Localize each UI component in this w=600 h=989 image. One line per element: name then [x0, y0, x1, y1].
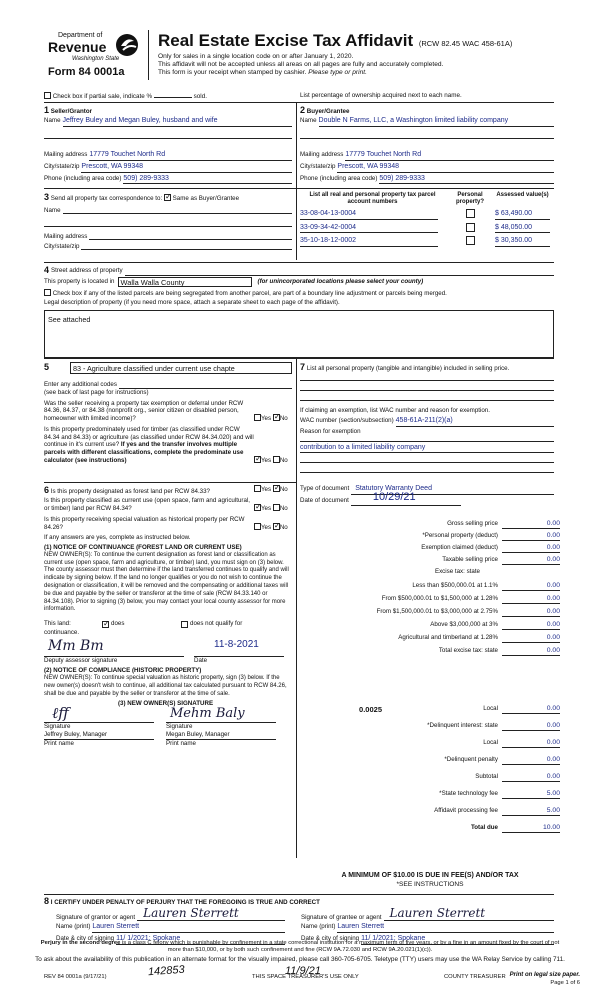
doc-date-label: Date of document — [300, 497, 349, 504]
tax-row — [300, 582, 560, 591]
owner1-print-field[interactable]: Jeffrey Buley, Manager — [44, 731, 154, 740]
parcel-number-field[interactable]: 33-09-34-42-0004 — [300, 224, 438, 234]
property-section — [44, 265, 554, 358]
tax-row-label: Local — [483, 739, 498, 746]
page-number: Page 1 of 6 — [550, 980, 580, 986]
alt-format-notice: To ask about the availability of this publication in an alternate format for the visually impaired, please call 360-705-6705. Teletype (TTY) users may use the WA Relay Service by calling 711. — [35, 956, 565, 963]
tax-row — [300, 595, 560, 604]
deputy-date-field[interactable]: 11-8-2021 — [194, 639, 284, 657]
buyer-mailing-label: Mailing address — [300, 151, 344, 158]
tax-row-value[interactable]: 10.00 — [502, 824, 560, 833]
grantee-name-label: Name (print) — [301, 923, 336, 931]
exempt-no-checkbox[interactable] — [273, 414, 280, 421]
timber-question: Is this property predominately used for timber (as classified under RCW 84.34 and 84.33) or agriculture (as classified under RCW 84.34.020) and will continue in it's current use? — [44, 425, 254, 449]
tax-row-value[interactable]: 0.00 — [502, 544, 560, 553]
local-tax-label: Local — [483, 705, 498, 712]
tax-row-value[interactable]: 0.00 — [502, 520, 560, 529]
tax-row — [300, 532, 560, 541]
forest-yes-label: Yes — [261, 486, 272, 493]
tax-row-label: Total excise tax: state — [438, 647, 498, 654]
historic-no-label: No — [279, 523, 288, 531]
grantee-name-field[interactable]: Lauren Sterrett — [337, 923, 554, 933]
grantor-date-label: Date & city of signing — [56, 935, 115, 942]
assessed-value-field[interactable]: $ 48,050.00 — [495, 224, 550, 234]
land-use-section — [44, 362, 292, 465]
owner2-print-field[interactable]: Megan Buley, Manager — [166, 731, 276, 740]
tax-row-value[interactable]: 5.00 — [502, 807, 560, 816]
continuance-label: continuance. — [44, 628, 80, 636]
segregated-checkbox[interactable] — [44, 289, 51, 296]
seller-phone-label: Phone (including area code) — [44, 174, 122, 182]
correspondence-section — [44, 192, 292, 251]
this-land-label: This land: — [44, 620, 71, 628]
buyer-phone-field[interactable]: 509) 289-9333 — [379, 175, 554, 185]
partial-sale-sold: sold. — [193, 93, 207, 100]
exempt-no-label: No — [279, 415, 288, 422]
seller-section-title: Seller/Grantor — [50, 108, 93, 115]
exemption-claim-label: If claiming an exemption, list WAC number and reason for exemption. — [300, 407, 490, 415]
tax-row-label: Gross selling price — [447, 520, 498, 527]
timber-no-checkbox[interactable] — [273, 456, 280, 463]
buyer-section-number: 2 — [300, 105, 306, 115]
tax-row — [300, 520, 560, 529]
seller-mailing-label: Mailing address — [44, 151, 88, 158]
form-title — [158, 30, 578, 51]
timber-yes-checkbox[interactable] — [254, 456, 261, 463]
parcel-row — [300, 223, 554, 234]
assessed-value-field[interactable]: $ 63,490.00 — [495, 210, 550, 220]
deputy-signature-field[interactable] — [44, 639, 184, 657]
tax-row-label: *Personal property (deduct) — [422, 532, 498, 539]
grantor-signature-image: Lauren Sterrett — [143, 906, 239, 921]
correspondence-city-label: City/state/zip — [44, 242, 80, 250]
tax-row — [300, 807, 560, 816]
tax-row-value[interactable]: 0.00 — [502, 621, 560, 630]
county-treasurer: COUNTY TREASURER — [444, 974, 506, 980]
reason-field[interactable]: contribution to a limited liability company — [300, 444, 554, 454]
header-line1: Only for sales in a single location code on or after January 1, 2020. — [158, 53, 354, 60]
grantor-name-label: Name (print) — [56, 923, 91, 931]
owner1-signature-image: ℓff — [52, 703, 69, 722]
historic-no-checkbox[interactable] — [273, 523, 280, 530]
header-line2: This affidavit will not be accepted unless all areas on all pages are fully and accurately completed. — [158, 61, 444, 69]
owner1-signature-label: Signature — [44, 723, 71, 731]
partial-sale-checkbox[interactable] — [44, 92, 51, 99]
legal-size-note — [470, 972, 580, 980]
exempt-yes-checkbox[interactable] — [254, 414, 261, 421]
tax-row-label: Above $3,000,000 at 3% — [430, 621, 498, 628]
forest-land-section — [44, 485, 292, 748]
owner2-signature-field[interactable] — [166, 706, 276, 723]
deputy-signature-label: Deputy assessor signature — [44, 656, 118, 664]
tax-row-label: Exemption claimed (deduct) — [421, 544, 498, 551]
dept-line1: Department of — [58, 32, 103, 39]
local-tax-value[interactable]: 0.00 — [502, 705, 560, 714]
tax-row-label: *Delinquent interest: state — [427, 722, 498, 729]
tax-row — [300, 790, 560, 799]
perjury-text: is a class C felony which is punishable by confinement in a state correctional institution for a maximum term of five years, or by a fine in an amount fixed by the court of not more than $10,000, or by both such confinement and fine (RCW 9A.72.030 and RCW 9A.20.021(1)(c)). — [121, 940, 560, 953]
grantee-signature-label: Signature of grantee or agent — [301, 913, 382, 921]
timber-no-label: No — [279, 456, 288, 464]
grantor-name-field[interactable]: Lauren Sterrett — [92, 923, 285, 933]
parcels-rows — [300, 209, 554, 247]
additional-codes-note: (see back of last page for instructions) — [44, 388, 149, 396]
tax-row-value[interactable]: 0.00 — [502, 582, 560, 591]
treasurer-use-only: THIS SPACE TREASURER'S USE ONLY — [252, 974, 359, 980]
owner1-print-label: Print name — [44, 739, 74, 747]
perjury-notice — [34, 940, 566, 954]
street-address-field[interactable] — [125, 265, 554, 276]
tax-row-value[interactable]: 0.00 — [502, 756, 560, 765]
correspondence-name-label: Name — [44, 207, 61, 215]
correspondence-mailing-field[interactable] — [89, 233, 292, 240]
certification-section — [44, 896, 554, 945]
timber-yes-label: Yes — [261, 456, 272, 464]
seller-phone-field[interactable]: 509) 289-9333 — [123, 175, 292, 185]
tax-row-label: From $500,000.01 to $1,500,000 at 1.28% — [381, 595, 498, 602]
tax-row — [300, 756, 560, 765]
tax-row — [300, 621, 560, 630]
state-name: Washington State — [72, 56, 120, 62]
form-number: Form 84 0001a — [48, 66, 125, 78]
grantee-date-label: Date & city of signing — [301, 935, 360, 942]
tax-row-value[interactable]: 0.00 — [502, 608, 560, 617]
grantee-signature-field[interactable] — [384, 906, 555, 921]
rcw-text: (RCW 82.45 WAC 458-61A) — [418, 39, 513, 48]
additional-codes-label: Enter any additional codes — [44, 381, 117, 388]
seller-name-label: Name — [44, 117, 61, 125]
local-tax-row — [300, 705, 560, 714]
buyer-section-title: Buyer/Grantee — [306, 108, 350, 115]
current-use-question: Is this property classified as current use (open space, farm and agricultural, or timber) land per RCW 84.34? — [44, 497, 251, 512]
correspondence-name-field[interactable] — [63, 207, 292, 214]
parcel-row — [300, 236, 554, 247]
revenue-logo-icon — [114, 32, 140, 58]
handwritten-number: 142853 — [147, 963, 186, 979]
buyer-name-label: Name — [300, 117, 317, 125]
section5-number: 5 — [44, 362, 50, 373]
seller-city-field[interactable]: Prescott, WA 99348 — [81, 163, 292, 173]
street-address-label: Street address of property — [51, 267, 123, 274]
tax-row — [300, 722, 560, 731]
forest-yes-checkbox[interactable] — [254, 485, 261, 492]
tax-row — [300, 773, 560, 782]
reason-label: Reason for exemption — [300, 427, 361, 435]
tax-row-value[interactable]: 5.00 — [502, 790, 560, 799]
personal-property-checkbox[interactable] — [466, 236, 475, 245]
personal-property-label: List all personal property (tangible and intangible) included in selling price. — [306, 365, 510, 372]
revision-number: REV 84 0001a (9/17/21) — [44, 974, 107, 980]
current-use-yes-label: Yes — [261, 505, 272, 512]
assessed-value-field[interactable]: $ 30,350.00 — [495, 237, 550, 247]
land-use-select[interactable]: 83 - Agriculture classified under current use chapte — [70, 362, 292, 374]
doc-type-field[interactable]: Statutory Warranty Deed — [351, 485, 554, 495]
deputy-signature-image: Mm Bm — [48, 638, 104, 655]
exempt-yes-label: Yes — [261, 415, 272, 422]
excise-state-label: Excise tax: state — [434, 568, 480, 575]
forest-question: Is this property designated as forest land per RCW 84.33? — [50, 488, 210, 495]
wac-label: WAC number (section/subsection) — [300, 417, 394, 424]
seller-city-label: City/state/zip — [44, 162, 80, 170]
tax-row-value[interactable]: 0.00 — [502, 739, 560, 748]
excise-state-row — [300, 568, 560, 576]
does-qualify-checkbox[interactable] — [102, 621, 109, 628]
timber-question-bold: If yes and the transfer involves multiple parcels with different classifications, complete the predominate use calculator (see instructions) — [44, 441, 244, 464]
header-line3a: This form is your receipt when stamped by cashier. — [158, 69, 307, 77]
tax-row-label: *State technology fee — [439, 790, 498, 797]
tax-row-label: Taxable selling price — [442, 556, 498, 563]
new-owner-signature-title: (3) NEW OWNER(S) SIGNATURE — [118, 699, 214, 707]
additional-codes-field[interactable] — [119, 381, 292, 389]
same-as-buyer-label: Same as Buyer/Grantee — [172, 195, 240, 202]
section6-number: 6 — [44, 485, 50, 495]
header-instructions — [158, 53, 578, 78]
tax-row-label: Affidavit processing fee — [434, 807, 498, 814]
seller-section-number: 1 — [44, 105, 50, 115]
parcel-number-field[interactable]: 35-10-18-12-0002 — [300, 237, 438, 247]
section3-number: 3 — [44, 192, 50, 202]
seller-name-field[interactable]: Jeffrey Buley and Megan Buley, husband and wife — [63, 117, 292, 127]
tax-row — [300, 647, 560, 656]
buyer-mailing-field[interactable]: 17779 Touchet North Rd — [345, 151, 554, 161]
header-line3b: Please type or print. — [308, 69, 367, 77]
tax-row — [300, 824, 560, 833]
wac-field[interactable]: 458-61A-211(2)(a) — [396, 417, 554, 427]
grantor-signature-label: Signature of grantor or agent — [56, 913, 136, 921]
tax-row-label: *Delinquent penalty — [444, 756, 498, 763]
personal-property-section — [300, 362, 554, 506]
forest-no-checkbox[interactable] — [273, 485, 280, 492]
personal-property-checkbox[interactable] — [466, 223, 475, 232]
tax-row-value[interactable]: 0.00 — [502, 556, 560, 565]
buyer-phone-label: Phone (including area code) — [300, 174, 378, 182]
notice-compliance-title: (2) NOTICE OF COMPLIANCE (HISTORIC PROPERTY) — [44, 667, 202, 675]
tax-row — [300, 544, 560, 553]
tax-row-value[interactable]: 0.00 — [502, 532, 560, 541]
partial-sale-label: Check box if partial sale, indicate % — [52, 93, 153, 100]
handwritten-date: 11/9/21 — [285, 965, 321, 977]
buyer-city-label: City/state/zip — [300, 162, 336, 170]
tax-row — [300, 739, 560, 748]
legal-description-label: Legal description of property (if you need more space, attach a separate sheet to each page of the affidavit). — [44, 299, 340, 306]
tax-row — [300, 634, 560, 643]
same-as-buyer-checkbox[interactable] — [164, 194, 171, 201]
tax-row-label: Subtotal — [475, 773, 498, 780]
grantor-signature-field[interactable] — [137, 906, 285, 921]
legal-size-text: Print on legal size paper. — [509, 972, 580, 978]
department-logo — [44, 28, 144, 80]
doc-date-value: 10/29/21 — [372, 491, 416, 504]
correspondence-mailing-label: Mailing address — [44, 233, 88, 240]
tax-row — [300, 556, 560, 565]
tax-row-label: Total due — [470, 824, 498, 831]
current-use-no-label: No — [279, 505, 288, 512]
parcels-col-assessed: Assessed value(s) — [496, 192, 549, 198]
owner2-signature-image: Mehm Baly — [170, 706, 245, 722]
deputy-date-label: Date — [194, 656, 208, 664]
buyer-name-field[interactable]: Double N Farms, LLC, a Washington limited liability company — [319, 117, 554, 127]
forest-no-label: No — [279, 486, 288, 493]
parcel-row — [300, 209, 554, 220]
grantee-date-field[interactable]: 11/ 1/2021; Spokane — [361, 935, 554, 945]
tax-row-value[interactable]: 0.00 — [502, 773, 560, 782]
located-label: This property is located in — [44, 278, 115, 286]
perjury-bold: Perjury in the second degree — [40, 940, 121, 946]
if-yes-note: If any answers are yes, complete as instructed below. — [44, 534, 191, 542]
does-label: does — [111, 620, 125, 628]
legal-description-field[interactable] — [44, 310, 554, 358]
see-instructions: *SEE INSTRUCTIONS — [396, 880, 464, 888]
partial-sale-row — [44, 92, 294, 101]
parcels-col-personal: Personal property? — [455, 192, 484, 205]
buyer-city-field[interactable]: Prescott, WA 99348 — [337, 163, 554, 173]
tax-row-value[interactable]: 0.00 — [502, 595, 560, 604]
parcel-number-field[interactable]: 33-08-04-13-0004 — [300, 210, 438, 220]
personal-property-checkbox[interactable] — [466, 209, 475, 218]
minimum-due-text: A MINIMUM OF $10.00 IS DUE IN FEE(S) AND/OR TAX — [341, 872, 519, 879]
owner2-signature-label: Signature — [166, 723, 193, 731]
title-text: Real Estate Excise Tax Affidavit — [158, 31, 414, 50]
ownership-note: List percentage of ownership acquired next to each name. — [300, 92, 462, 99]
minimum-due-note — [300, 872, 560, 889]
tax-row-value[interactable]: 0.00 — [502, 634, 560, 643]
notice-continuance-title: (1) NOTICE OF CONTINUANCE (FOREST LAND OR CURRENT USE) — [44, 544, 242, 551]
section4-number: 4 — [44, 265, 50, 275]
tax-row-value[interactable]: 0.00 — [502, 722, 560, 731]
historic-yes-label: Yes — [261, 523, 272, 531]
does-not-label: does not qualify for — [190, 620, 243, 628]
legal-description-value: See attached — [48, 314, 91, 324]
parcels-table — [300, 192, 554, 247]
tax-row — [300, 608, 560, 617]
local-rate: 0.0025 — [359, 705, 382, 714]
dept-line2: Revenue — [48, 39, 107, 55]
owner1-signature-field[interactable] — [44, 703, 154, 723]
notice-continuance-text: NEW OWNER(S): To continue the current designation as forest land or classification as current use (open space, farm and agriculture, or timber) land, you must sign on (3) below. The county assessor must then determine if the land transferred continues to qualify and will indicate by signing below. If the land no longer qualifies or you do not wish to continue the designation or classification, it will be removed and the compensating or additional taxes will be due and payable by the seller or transferor at the time of sale (RCW 84.33.140 or 84.34.108). Prior to signing (3) below, you may contact your local county assessor for more information. — [44, 551, 289, 613]
doc-date-field[interactable] — [351, 491, 461, 506]
exemption-question: Was the seller receiving a property tax exemption or deferral under RCW 84.36, 84.37, or 84.38 (nonprofit org., senior citizen or disabled person, homeowner with limited income)? — [44, 399, 244, 422]
historic-question: Is this property receiving special valuation as historical property per RCW 84.26? — [44, 515, 245, 531]
current-use-no-checkbox[interactable] — [273, 504, 280, 511]
current-use-yes-checkbox[interactable] — [254, 504, 261, 511]
tax-row-label: From $1,500,000.01 to $3,000,000 at 2.75% — [376, 608, 498, 615]
section8-number: 8 — [44, 896, 50, 906]
unincorporated-note: (for unincorporated locations please select your county) — [257, 278, 424, 286]
buyer-section — [300, 105, 554, 184]
grantor-date-field[interactable]: 11/ 1/2021; Spokane — [116, 935, 285, 945]
historic-yes-checkbox[interactable] — [254, 523, 261, 530]
seller-mailing-field[interactable]: 17779 Touchet North Rd — [89, 151, 292, 161]
owner2-print-label: Print name — [166, 739, 196, 747]
seller-section — [44, 105, 292, 184]
grantee-signature-image: Lauren Sterrett — [389, 906, 486, 921]
partial-sale-percent[interactable] — [154, 97, 192, 98]
certify-text: I CERTIFY UNDER PENALTY OF PERJURY THAT THE FOREGOING IS TRUE AND CORRECT — [50, 899, 320, 906]
segregated-label: Check box if any of the listed parcels are being segregated from another parcel, are part of a boundary line adjustment or parcels being merged. — [52, 290, 447, 298]
doc-type-label: Type of document — [300, 485, 350, 493]
county-select[interactable]: Walla Walla County — [118, 277, 252, 287]
tax-row-label: Less than $500,000.01 at 1.1% — [412, 582, 498, 589]
does-not-qualify-checkbox[interactable] — [181, 621, 188, 628]
correspondence-label: Send all property tax correspondence to: — [50, 195, 163, 202]
tax-row-label: Agricultural and timberland at 1.28% — [398, 634, 498, 641]
correspondence-city-field[interactable] — [81, 243, 292, 250]
parcels-col-account: List all real and personal property tax parcel account numbers — [309, 192, 436, 205]
tax-row-value[interactable]: 0.00 — [502, 647, 560, 656]
section7-number: 7 — [300, 362, 306, 372]
notice-compliance-text: NEW OWNER(S): To continue special valuation as historic property, sign (3) below. If the new owner(s) doesn't wish to continue, all additional tax calculated pursuant to RCW 84.26, shall be due and payable by the seller or transferor at the time of sale. — [44, 675, 287, 697]
